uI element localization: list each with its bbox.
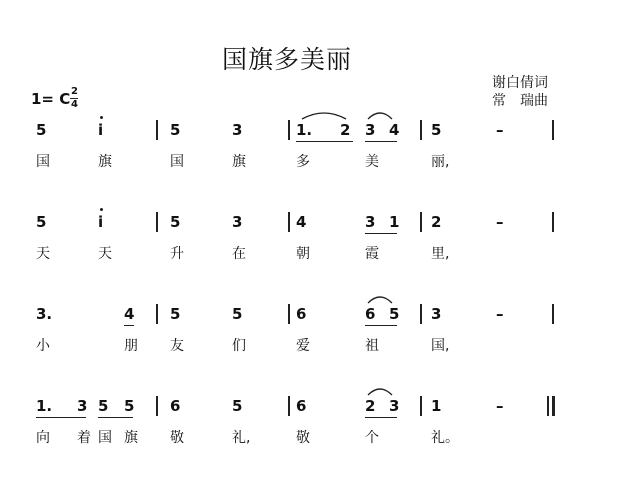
- lyric: 国,: [431, 338, 450, 354]
- lyric: 敬: [170, 430, 184, 446]
- note: –: [496, 397, 504, 415]
- lyric: 天: [98, 246, 112, 262]
- lyric: 丽,: [431, 154, 450, 170]
- lyric: 天: [36, 246, 50, 262]
- note: –: [496, 305, 504, 323]
- lyric: 旗: [124, 430, 138, 446]
- note: 4: [124, 305, 135, 323]
- note: 5: [232, 305, 243, 323]
- barline: [288, 396, 290, 416]
- beam-underline: [296, 141, 353, 142]
- high-octave-dot: [100, 116, 103, 119]
- lyricist-credit: 谢白倩词: [492, 75, 548, 91]
- lyric: 个: [365, 430, 379, 446]
- lyric: 向: [36, 430, 50, 446]
- note: 5: [389, 305, 400, 323]
- note: 3: [232, 213, 243, 231]
- beam-underline: [124, 325, 134, 326]
- note: 6: [296, 397, 307, 415]
- barline: [552, 212, 554, 232]
- note: 5: [431, 121, 442, 139]
- beam-underline: [365, 325, 397, 326]
- note: 1.: [296, 121, 313, 139]
- note: 3.: [36, 305, 53, 323]
- note: 6: [170, 397, 181, 415]
- note: 4: [296, 213, 307, 231]
- note: 5: [124, 397, 135, 415]
- song-title: 国旗多美丽: [222, 45, 353, 74]
- lyric: 旗: [98, 154, 112, 170]
- high-octave-dot: [100, 208, 103, 211]
- final-barline-thin: [547, 396, 549, 416]
- note: 6: [365, 305, 376, 323]
- note: 3: [77, 397, 88, 415]
- lyric: 敬: [296, 430, 310, 446]
- note: 3: [389, 397, 400, 415]
- barline: [420, 304, 422, 324]
- lyric: 们: [232, 338, 246, 354]
- barline: [288, 120, 290, 140]
- note: 1: [431, 397, 442, 415]
- lyric: 霞: [365, 246, 379, 262]
- beam-underline: [36, 417, 86, 418]
- lyric: 祖: [365, 338, 379, 354]
- barline: [156, 304, 158, 324]
- lyric: 国: [98, 430, 112, 446]
- note: i: [98, 121, 104, 139]
- note: 3: [365, 213, 376, 231]
- time-signature-bottom: 4: [71, 99, 78, 110]
- lyric: 国: [36, 154, 50, 170]
- beam-underline: [365, 417, 397, 418]
- beam-underline: [98, 417, 133, 418]
- note: 5: [36, 121, 47, 139]
- barline: [156, 396, 158, 416]
- note: 5: [170, 305, 181, 323]
- barline: [156, 120, 158, 140]
- lyric: 多: [296, 154, 310, 170]
- slur-tie: [302, 110, 346, 120]
- barline: [420, 396, 422, 416]
- lyric: 旗: [232, 154, 246, 170]
- beam-underline: [365, 233, 397, 234]
- lyric: 里,: [431, 246, 450, 262]
- lyric: 礼,: [232, 430, 251, 446]
- note: 6: [296, 305, 307, 323]
- note: 3: [365, 121, 376, 139]
- note: 2: [431, 213, 442, 231]
- lyric: 友: [170, 338, 184, 354]
- note: 2: [340, 121, 351, 139]
- lyric: 礼。: [431, 430, 459, 446]
- note: 5: [170, 213, 181, 231]
- lyric: 在: [232, 246, 246, 262]
- note: 5: [170, 121, 181, 139]
- note: i: [98, 213, 104, 231]
- note: 3: [232, 121, 243, 139]
- composer-credit: 常 瑞曲: [492, 93, 548, 109]
- key-signature: 1= C: [31, 90, 71, 108]
- slur-tie: [368, 386, 392, 396]
- note: 3: [431, 305, 442, 323]
- note: –: [496, 213, 504, 231]
- beam-underline: [365, 141, 397, 142]
- note: 4: [389, 121, 400, 139]
- barline: [552, 120, 554, 140]
- lyric: 小: [36, 338, 50, 354]
- note: 5: [98, 397, 109, 415]
- lyric: 着: [77, 430, 91, 446]
- note: 2: [365, 397, 376, 415]
- slur-tie: [368, 110, 392, 120]
- barline: [420, 120, 422, 140]
- lyric: 爱: [296, 338, 310, 354]
- note: 5: [36, 213, 47, 231]
- final-barline-thick: [552, 396, 555, 416]
- note: 1.: [36, 397, 53, 415]
- time-signature-top: 2: [71, 86, 78, 97]
- slur-tie: [368, 294, 392, 304]
- barline: [552, 304, 554, 324]
- barline: [156, 212, 158, 232]
- note: –: [496, 121, 504, 139]
- barline: [288, 212, 290, 232]
- note: 1: [389, 213, 400, 231]
- lyric: 朝: [296, 246, 310, 262]
- barline: [288, 304, 290, 324]
- lyric: 国: [170, 154, 184, 170]
- lyric: 美: [365, 154, 379, 170]
- barline: [420, 212, 422, 232]
- lyric: 朋: [124, 338, 138, 354]
- lyric: 升: [170, 246, 184, 262]
- note: 5: [232, 397, 243, 415]
